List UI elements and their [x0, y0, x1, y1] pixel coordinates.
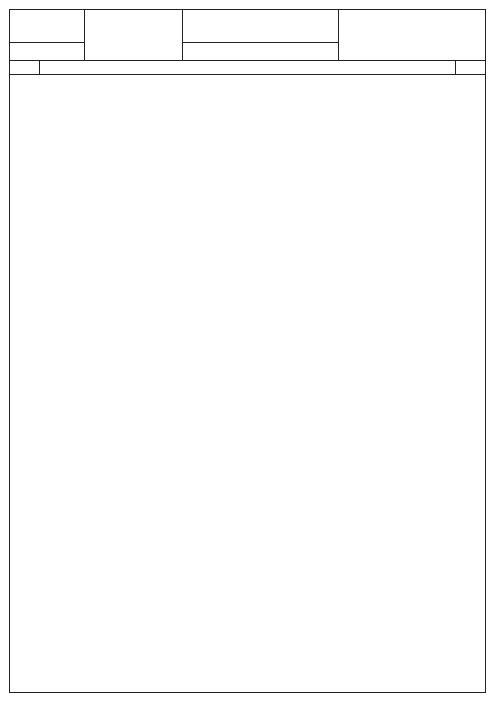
- table-header: [10, 60, 485, 75]
- exam-sheet: [9, 9, 486, 693]
- exam-header: [10, 10, 485, 61]
- col-score-header: [10, 60, 40, 74]
- col-num-header: [455, 60, 485, 74]
